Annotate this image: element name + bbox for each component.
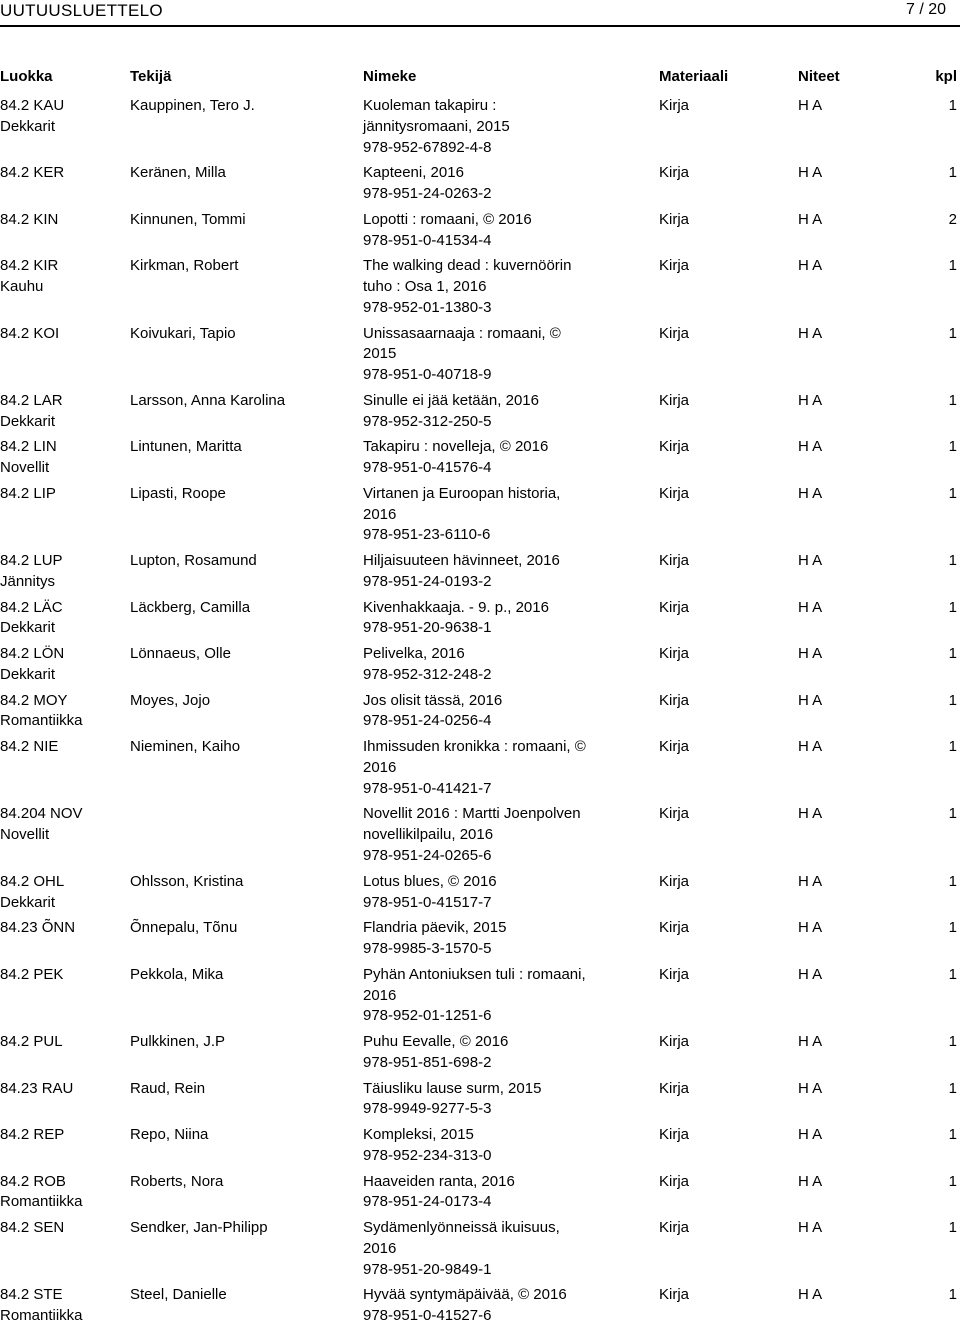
row-title-line: 2016: [363, 758, 397, 776]
row-author: Pekkola, Mika: [130, 965, 224, 983]
row-title: [363, 918, 653, 960]
row-isbn: 978-9949-9277-5-3: [363, 1100, 492, 1118]
row-copies-location: H A: [798, 97, 823, 114]
row-copies-location: H A: [798, 598, 823, 616]
row-count: 1: [948, 164, 957, 182]
catalog-row: [0, 256, 960, 323]
row-title-line: Jos olisit tässä, 2016: [363, 691, 503, 709]
row-title: [363, 1172, 653, 1214]
row-count: 1: [948, 1033, 957, 1051]
column-header-materiaali: Materiaali: [659, 68, 729, 85]
row-luokka: [0, 1218, 125, 1239]
row-isbn: 978-952-312-248-2: [363, 665, 492, 683]
row-author: Moyes, Jojo: [130, 691, 211, 709]
row-class-code: 84.2 SEN: [0, 1219, 65, 1237]
row-copies-location: H A: [798, 164, 823, 182]
row-author: Kirkman, Robert: [130, 257, 239, 275]
row-luokka: [0, 1172, 125, 1214]
row-count: 1: [948, 691, 957, 709]
row-copies-location: H A: [798, 257, 823, 275]
row-copies-location: H A: [798, 645, 823, 663]
row-class-code: 84.2 OHL: [0, 872, 65, 890]
catalog-row: [0, 96, 960, 163]
row-isbn: 978-951-0-41517-7: [363, 893, 492, 911]
column-header-niteet: Niteet: [798, 68, 840, 85]
row-genre: Novellit: [0, 826, 50, 844]
row-class-code: 84.2 KAU: [0, 97, 65, 114]
catalog-row: [0, 1079, 960, 1126]
row-material: Kirja: [659, 805, 690, 823]
row-copies-location: H A: [798, 210, 823, 228]
row-luokka: [0, 918, 125, 939]
header-divider: [0, 25, 960, 27]
row-class-code: 84.2 LIN: [0, 438, 57, 456]
row-count: 1: [948, 1219, 957, 1237]
row-author: Pulkkinen, J.P: [130, 1033, 226, 1051]
row-isbn: 978-951-851-698-2: [363, 1053, 492, 1071]
row-title-line: Virtanen ja Euroopan historia,: [363, 484, 561, 502]
row-class-code: 84.23 ÕNN: [0, 919, 76, 937]
row-count: 1: [948, 738, 957, 756]
row-isbn: 978-951-0-41527-6: [363, 1307, 492, 1325]
catalog-row: [0, 804, 960, 871]
catalog-row: [0, 965, 960, 1032]
row-material: Kirja: [659, 210, 690, 228]
row-luokka: [0, 551, 125, 593]
row-count: 1: [948, 598, 957, 616]
row-title: [363, 1218, 653, 1280]
row-author: Steel, Danielle: [130, 1286, 227, 1304]
row-isbn: 978-951-24-0265-6: [363, 847, 492, 865]
row-author: Repo, Niina: [130, 1126, 209, 1144]
catalog-row: [0, 437, 960, 484]
page-number: 7 / 20: [905, 1, 946, 18]
catalog-row: [0, 691, 960, 738]
row-author: Koivukari, Tapio: [130, 324, 236, 342]
row-class-code: 84.2 LUP: [0, 552, 63, 570]
row-author: Läckberg, Camilla: [130, 598, 251, 616]
row-count: 1: [948, 872, 957, 890]
row-count: 1: [948, 391, 957, 409]
row-class-code: 84.2 LAR: [0, 391, 63, 409]
row-isbn: 978-951-24-0263-2: [363, 185, 492, 203]
row-luokka: [0, 737, 125, 758]
row-material: Kirja: [659, 645, 690, 663]
row-class-code: 84.2 PEK: [0, 965, 64, 983]
row-title: [363, 644, 653, 686]
row-copies-location: H A: [798, 484, 823, 502]
column-header-luokka: Luokka: [0, 68, 53, 85]
row-copies-location: H A: [798, 1126, 823, 1144]
row-title: [363, 391, 653, 433]
row-author: Keränen, Milla: [130, 164, 226, 182]
row-copies-location: H A: [798, 1219, 823, 1237]
row-count: 1: [948, 645, 957, 663]
row-copies-location: H A: [798, 805, 823, 823]
row-isbn: 978-951-24-0193-2: [363, 572, 492, 590]
catalog-row: [0, 1218, 960, 1285]
row-title: [363, 551, 653, 593]
row-class-code: 84.2 LÖN: [0, 645, 65, 663]
row-title: [363, 1032, 653, 1074]
row-title: [363, 598, 653, 640]
row-class-code: 84.2 LÄC: [0, 598, 63, 616]
row-author: Kauppinen, Tero J.: [130, 97, 255, 114]
row-genre: Dekkarit: [0, 893, 56, 911]
row-isbn: 978-952-01-1380-3: [363, 298, 492, 316]
row-genre: Dekkarit: [0, 665, 56, 683]
row-author: Nieminen, Kaiho: [130, 738, 241, 756]
row-title-line: Hiljaisuuteen hävinneet, 2016: [363, 552, 560, 570]
row-genre: Romantiikka: [0, 1307, 83, 1325]
catalog-row: [0, 1285, 960, 1332]
row-luokka: [0, 484, 125, 505]
row-title: [363, 96, 653, 158]
row-count: 1: [948, 552, 957, 570]
row-isbn: 978-951-0-41534-4: [363, 231, 492, 249]
row-author: Roberts, Nora: [130, 1172, 224, 1190]
catalog-row: [0, 918, 960, 965]
row-material: Kirja: [659, 1126, 690, 1144]
row-author: Lupton, Rosamund: [130, 552, 257, 570]
row-luokka: [0, 1125, 125, 1146]
row-genre: Romantiikka: [0, 1193, 83, 1211]
row-luokka: [0, 965, 125, 986]
row-title-line: tuho : Osa 1, 2016: [363, 278, 487, 296]
row-isbn: 978-951-0-41421-7: [363, 779, 492, 797]
row-luokka: [0, 256, 125, 298]
row-class-code: 84.2 ROB: [0, 1172, 66, 1190]
row-count: 2: [948, 210, 957, 228]
row-material: Kirja: [659, 552, 690, 570]
row-luokka: [0, 1032, 125, 1053]
row-genre: Jännitys: [0, 572, 56, 590]
row-count: 1: [948, 324, 957, 342]
row-title-line: Kuoleman takapiru :: [363, 97, 497, 114]
row-class-code: 84.2 PUL: [0, 1033, 63, 1051]
row-material: Kirja: [659, 1219, 690, 1237]
row-luokka: [0, 644, 125, 686]
row-isbn: 978-951-24-0256-4: [363, 712, 492, 730]
row-title-line: Hyvää syntymäpäivää, © 2016: [363, 1286, 567, 1304]
row-title-line: Novellit 2016 : Martti Joenpolven: [363, 805, 581, 823]
row-author: Larsson, Anna Karolina: [130, 391, 286, 409]
row-luokka: [0, 163, 125, 184]
row-copies-location: H A: [798, 1172, 823, 1190]
row-author: Lönnaeus, Olle: [130, 645, 231, 663]
catalog-row: [0, 551, 960, 598]
row-count: 1: [948, 965, 957, 983]
row-author: Kinnunen, Tommi: [130, 210, 246, 228]
row-isbn: 978-952-312-250-5: [363, 412, 492, 430]
row-author: Õnnepalu, Tõnu: [130, 919, 238, 937]
row-class-code: 84.2 REP: [0, 1126, 65, 1144]
row-title-line: The walking dead : kuvernöörin: [363, 257, 572, 275]
row-isbn: 978-951-0-40718-9: [363, 366, 492, 384]
row-title-line: Puhu Eevalle, © 2016: [363, 1033, 509, 1051]
row-author: Lintunen, Maritta: [130, 438, 242, 456]
row-title-line: Sinulle ei jää ketään, 2016: [363, 391, 539, 409]
row-isbn: 978-951-23-6110-6: [363, 526, 491, 544]
catalog-row: [0, 324, 960, 391]
row-material: Kirja: [659, 164, 690, 182]
row-title-line: Täiusliku lause surm, 2015: [363, 1079, 542, 1097]
column-header-tekija: Tekijä: [130, 68, 172, 85]
row-title-line: Flandria päevik, 2015: [363, 919, 507, 937]
catalog-row: [0, 391, 960, 438]
row-title: [363, 804, 653, 866]
row-title-line: jännitysromaani, 2015: [363, 117, 510, 135]
row-copies-location: H A: [798, 691, 823, 709]
row-isbn: 978-951-0-41576-4: [363, 459, 492, 477]
row-class-code: 84.2 STE: [0, 1286, 63, 1304]
row-author: Lipasti, Roope: [130, 484, 226, 502]
catalog-row: [0, 598, 960, 645]
row-title: [363, 437, 653, 479]
row-material: Kirja: [659, 691, 690, 709]
row-title-line: Kivenhakkaaja. - 9. p., 2016: [363, 598, 549, 616]
row-title-line: Lotus blues, © 2016: [363, 872, 497, 890]
row-material: Kirja: [659, 324, 690, 342]
row-count: 1: [948, 805, 957, 823]
row-title-line: Pyhän Antoniuksen tuli : romaani,: [363, 965, 586, 983]
row-class-code: 84.2 KER: [0, 164, 65, 182]
page-header: [0, 0, 960, 24]
row-material: Kirja: [659, 1286, 690, 1304]
row-genre: Dekkarit: [0, 619, 56, 637]
row-title: [363, 1125, 653, 1167]
row-title-line: 2015: [363, 345, 397, 363]
row-copies-location: H A: [798, 438, 823, 456]
row-title-line: Ihmissuden kronikka : romaani, ©: [363, 738, 586, 756]
document-title: UUTUUSLUETTELO: [0, 1, 163, 20]
row-luokka: [0, 437, 125, 479]
row-count: 1: [948, 438, 957, 456]
catalog-row: [0, 1125, 960, 1172]
row-material: Kirja: [659, 1033, 690, 1051]
row-title-line: Kompleksi, 2015: [363, 1126, 474, 1144]
row-luokka: [0, 324, 125, 345]
catalog-row: [0, 210, 960, 257]
row-title: [363, 210, 653, 252]
catalog-row: [0, 1172, 960, 1219]
row-title-line: novellikilpailu, 2016: [363, 826, 494, 844]
row-copies-location: H A: [798, 872, 823, 890]
row-luokka: [0, 691, 125, 733]
row-class-code: 84.2 MOY: [0, 691, 68, 709]
row-material: Kirja: [659, 872, 690, 890]
row-count: 1: [948, 1079, 957, 1097]
row-luokka: [0, 872, 125, 914]
row-title: [363, 737, 653, 799]
row-copies-location: H A: [798, 1033, 823, 1051]
row-title: [363, 965, 653, 1027]
row-isbn: 978-951-20-9849-1: [363, 1260, 492, 1278]
row-genre: Novellit: [0, 459, 50, 477]
row-count: 1: [948, 97, 957, 114]
row-material: Kirja: [659, 738, 690, 756]
row-title: [363, 484, 653, 546]
row-title-line: Lopotti : romaani, © 2016: [363, 210, 532, 228]
row-title: [363, 872, 653, 914]
row-title: [363, 256, 653, 318]
row-title-line: Pelivelka, 2016: [363, 645, 465, 663]
catalog-row: [0, 872, 960, 919]
column-headers: [0, 68, 960, 88]
row-genre: Kauhu: [0, 278, 44, 296]
row-genre: Dekkarit: [0, 117, 56, 135]
row-material: Kirja: [659, 97, 690, 114]
row-copies-location: H A: [798, 1079, 823, 1097]
row-title: [363, 1079, 653, 1121]
row-class-code: 84.204 NOV: [0, 805, 83, 823]
row-copies-location: H A: [798, 965, 823, 983]
row-material: Kirja: [659, 965, 690, 983]
row-title: [363, 691, 653, 733]
row-copies-location: H A: [798, 324, 823, 342]
row-material: Kirja: [659, 257, 690, 275]
catalog-list: [0, 96, 960, 1332]
row-isbn: 978-952-234-313-0: [363, 1146, 492, 1164]
row-count: 1: [948, 919, 957, 937]
row-copies-location: H A: [798, 552, 823, 570]
row-copies-location: H A: [798, 391, 823, 409]
row-luokka: [0, 96, 125, 138]
row-material: Kirja: [659, 919, 690, 937]
row-luokka: [0, 210, 125, 231]
catalog-row: [0, 737, 960, 804]
row-genre: Dekkarit: [0, 412, 56, 430]
row-luokka: [0, 804, 125, 846]
row-class-code: 84.2 KOI: [0, 324, 60, 342]
row-title-line: 2016: [363, 1239, 397, 1257]
catalog-row: [0, 484, 960, 551]
row-author: Raud, Rein: [130, 1079, 206, 1097]
row-count: 1: [948, 257, 957, 275]
row-class-code: 84.23 RAU: [0, 1079, 74, 1097]
row-title-line: 2016: [363, 505, 397, 523]
row-isbn: 978-952-01-1251-6: [363, 1007, 492, 1025]
row-luokka: [0, 598, 125, 640]
row-copies-location: H A: [798, 1286, 823, 1304]
row-isbn: 978-951-24-0173-4: [363, 1193, 492, 1211]
row-title: [363, 324, 653, 386]
row-material: Kirja: [659, 1172, 690, 1190]
row-title-line: Takapiru : novelleja, © 2016: [363, 438, 549, 456]
row-isbn: 978-952-67892-4-8: [363, 138, 492, 156]
row-isbn: 978-951-20-9638-1: [363, 619, 492, 637]
catalog-row: [0, 163, 960, 210]
row-genre: Romantiikka: [0, 712, 83, 730]
row-title-line: Kapteeni, 2016: [363, 164, 464, 182]
row-luokka: [0, 1285, 125, 1327]
row-count: 1: [948, 1126, 957, 1144]
row-title-line: Haaveiden ranta, 2016: [363, 1172, 515, 1190]
catalog-row: [0, 644, 960, 691]
column-header-kpl: kpl: [935, 68, 957, 85]
row-title: [363, 163, 653, 205]
row-author: Sendker, Jan-Philipp: [130, 1219, 268, 1237]
row-copies-location: H A: [798, 919, 823, 937]
column-header-nimeke: Nimeke: [363, 68, 417, 85]
row-class-code: 84.2 KIR: [0, 257, 59, 275]
row-class-code: 84.2 NIE: [0, 738, 59, 756]
catalog-row: [0, 1032, 960, 1079]
row-author: Ohlsson, Kristina: [130, 872, 244, 890]
row-copies-location: H A: [798, 738, 823, 756]
row-title: [363, 1285, 653, 1327]
row-luokka: [0, 1079, 125, 1100]
row-material: Kirja: [659, 438, 690, 456]
row-count: 1: [948, 484, 957, 502]
row-title-line: Sydämenlyönneissä ikuisuus,: [363, 1219, 560, 1237]
row-material: Kirja: [659, 1079, 690, 1097]
row-title-line: Unissasaarnaaja : romaani, ©: [363, 324, 561, 342]
row-isbn: 978-9985-3-1570-5: [363, 940, 492, 958]
row-material: Kirja: [659, 391, 690, 409]
row-class-code: 84.2 LIP: [0, 484, 56, 502]
row-luokka: [0, 391, 125, 433]
row-class-code: 84.2 KIN: [0, 210, 59, 228]
row-material: Kirja: [659, 484, 690, 502]
row-count: 1: [948, 1286, 957, 1304]
row-material: Kirja: [659, 598, 690, 616]
row-title-line: 2016: [363, 986, 397, 1004]
row-count: 1: [948, 1172, 957, 1190]
